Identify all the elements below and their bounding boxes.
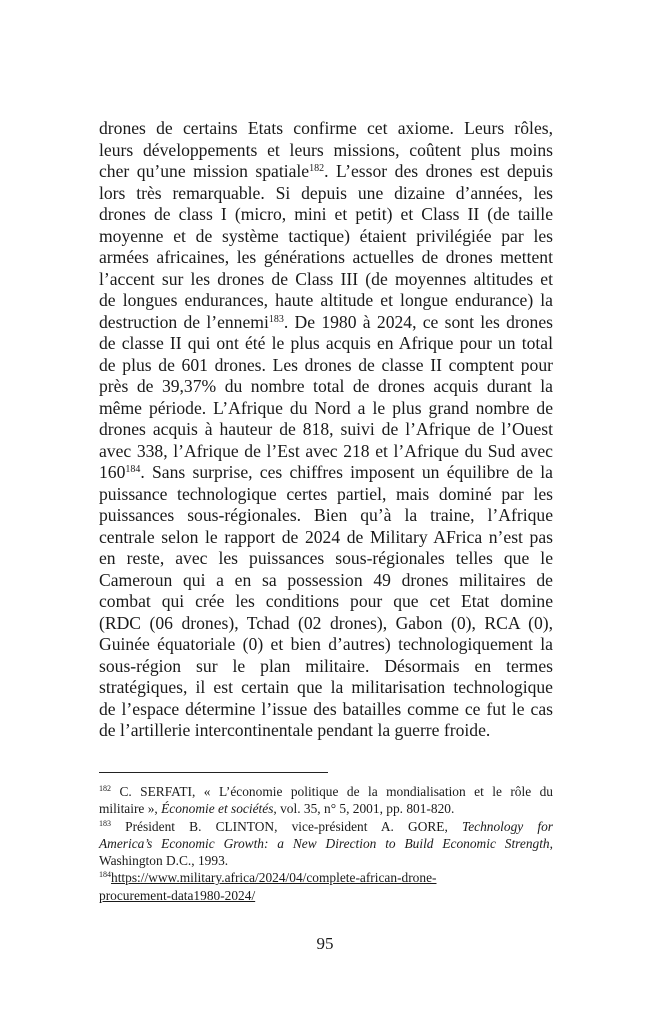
footnote-184: [99, 869, 553, 904]
source-link[interactable]: https://www.military.africa/2024/04/complete-african-drone-: [111, 870, 437, 886]
text-line: armées africaines, les générations actuelles de drones mettent: [99, 247, 553, 267]
text-line: de l’espace détermine l’issue des batailles comme ce fut le cas: [99, 698, 553, 719]
footnotes: [99, 783, 553, 904]
text-line: cher qu’une mission spatiale$^{182}$. L’essor des drones est depuis: [99, 161, 553, 181]
text-line: Cameroun qui a en sa possession 49 drones militaires de: [99, 569, 553, 590]
text-line: (RDC (06 drones), Tchad (02 drones), Gabon (0), RCA (0),: [99, 612, 553, 633]
text-line: sous-région sur le plan militaire. Désormais en termes: [99, 655, 553, 676]
text-line: de classe II qui ont été le plus acquis en Afrique pour un total: [99, 333, 553, 353]
text-line: drones de class I (micro, mini et petit) et Class II (de taille: [99, 204, 553, 224]
text-line: puissance technologique certes partiel, mais dominé par les: [99, 483, 553, 504]
text-line: près de 39,37% du nombre total de drones acquis durant la: [99, 376, 553, 396]
text-line: lors très remarquable. Si depuis une dizaine d’années, les: [99, 182, 553, 203]
text-line: même période. L’Afrique du Nord a le plus grand nombre de: [99, 397, 553, 418]
footnote-ref-182: 182: [309, 163, 325, 174]
text-line: centrale selon le rapport de 2024 de Military AFrica n’est pas: [99, 526, 553, 547]
page-number: 95: [316, 934, 334, 953]
footnote-ref-184: 184: [125, 464, 141, 475]
text-line: $160^{184}$. Sans surprise, ces chiffres imposent un équilibre de la: [99, 462, 553, 482]
footnote-number: 184: [99, 870, 111, 880]
footnote-number: 182: [99, 784, 111, 793]
text-line: drones acquis à hauteur de 818, suivi de l’Afrique de l’Ouest: [99, 419, 553, 439]
text-line: l’accent sur les drones de Class III (de moyennes altitudes et: [99, 268, 553, 289]
text-line: avec 338, l’Afrique de l’Est avec 218 et l’Afrique du Sud avec: [99, 440, 553, 461]
book-title: America’s Economic Growth: a New Direction to Build Economic Strength: [99, 835, 550, 851]
text-line: moyenne et de système tactique) étaient privilégiée par les: [99, 225, 553, 246]
source-link[interactable]: procurement-data1980-2024/: [99, 887, 256, 903]
footnote-ref-183: 183: [268, 313, 284, 325]
text-line: destruction de l’ennemi$^{183}$. De 1980 à 2024, ce sont les drones: [99, 311, 553, 332]
text-line: stratégiques, il est certain que la militarisation technologique: [99, 677, 553, 697]
text-line: leurs développements et leurs missions, coûtent plus moins: [99, 139, 553, 160]
footnote-number: 183: [99, 818, 111, 828]
body-paragraph: [99, 118, 553, 742]
text-line: combat qui crée les conditions pour que cet Etat domine: [99, 591, 553, 611]
text-line: de longues endurances, haute altitude et longue endurance) la: [99, 290, 553, 310]
text-line: drones de certains Etats confirme cet axiome. Leurs rôles,: [99, 118, 553, 138]
text-line: puissances sous-régionales. Bien qu’à la traine, l’Afrique: [99, 505, 553, 525]
book-title: Technology for: [461, 818, 554, 834]
footnote-separator: [99, 772, 328, 773]
text-line: de plus de 601 drones. Les drones de classe II comptent pour: [99, 354, 553, 375]
footnote-183: $^{183}$ Président B. CLINTON, vice-président A. GORE, Technology for America’s Economic Growth: a New Direction to Build Economic Strength, Washington D.C., 1993.: [99, 818, 554, 869]
text-line: Guinée équatoriale (0) et bien d’autres) technologiquement la: [99, 634, 553, 654]
journal-title: Économie et sociétés: [161, 801, 274, 817]
footnote-182: $^{182}$ C. SERFATI, « L’économie politique de la mondialisation et le rôle du militaire », Économie et sociétés, vol. 35, n° 5, 2001, pp. 801-820.: [99, 784, 553, 817]
text-line: de l’artillerie intercontinentale pendant la guerre froide.: [99, 720, 491, 740]
text-line: en reste, avec les puissances sous-régionales telles que le: [99, 548, 553, 568]
